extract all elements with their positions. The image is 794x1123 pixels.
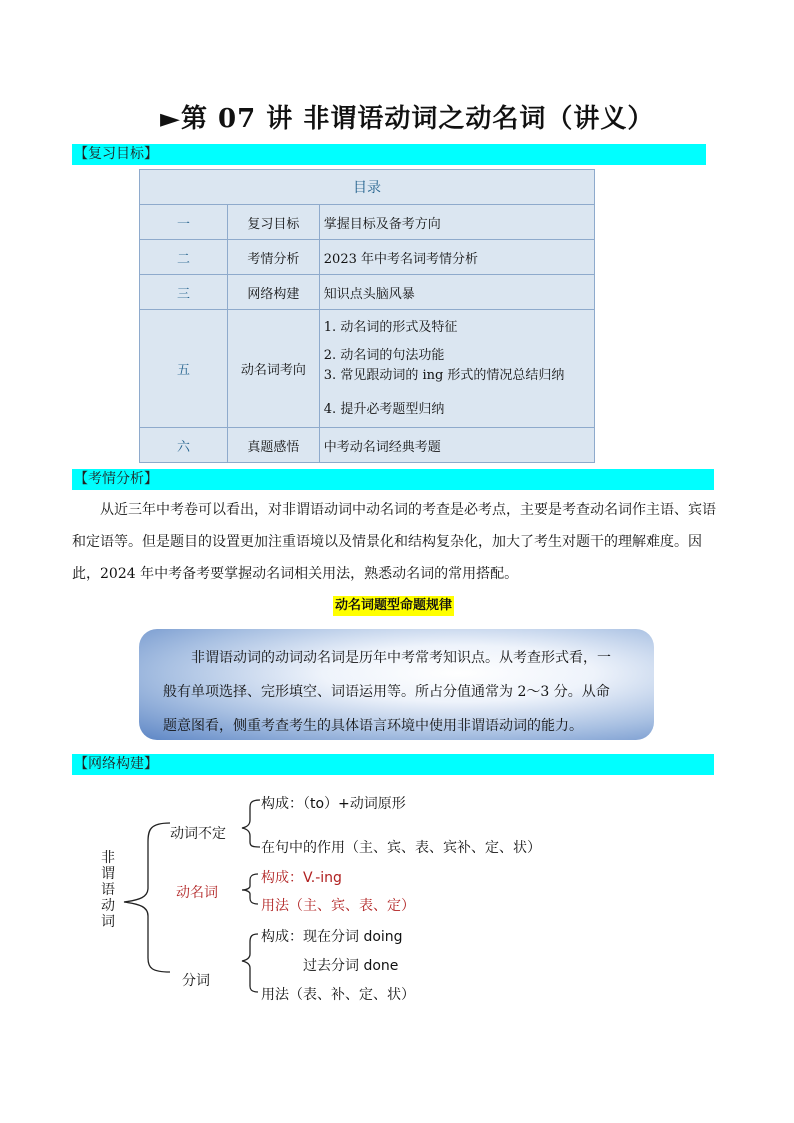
toc-row	[140, 275, 595, 310]
toc-num: 二	[140, 240, 228, 275]
bracket-gerund	[242, 874, 258, 904]
rule-line: 般有单项选择、完形填空、词语运用等。所占分值通常为 2～3 分。从命	[163, 684, 610, 700]
toc-desc: 2023 年中考名词考情分析	[319, 240, 594, 275]
toc-section: 考情分析	[227, 240, 319, 275]
bracket-infinitive	[242, 800, 260, 847]
page-title: ►第 07 讲 非谓语动词之动名词（讲义）	[160, 104, 655, 134]
toc-section: 网络构建	[227, 275, 319, 310]
toc-section: 真题感悟	[227, 428, 319, 463]
mind-root-char: 动	[101, 898, 115, 914]
rule-line: 非谓语动词的动词动名词是历年中考常考知识点。从考查形式看，一	[191, 650, 611, 666]
mind-root-char: 谓	[101, 866, 115, 882]
toc-desc-list	[319, 310, 594, 428]
branch-infinitive: 动词不定	[170, 826, 226, 842]
branch-gerund: 动名词	[176, 885, 218, 901]
toc-section: 复习目标	[227, 205, 319, 240]
section-banner-analysis	[72, 469, 714, 490]
toc-table	[139, 169, 595, 463]
rule-title: 动名词题型命题规律	[333, 596, 454, 616]
toc-num: 五	[140, 310, 228, 428]
section-banner-network	[72, 754, 714, 775]
section-label-analysis: 【考情分析】	[74, 471, 158, 487]
participle-usage: 用法（表、补、定、状）	[261, 987, 415, 1003]
rule-line: 题意图看，侧重考查考生的具体语言环境中使用非谓语动词的能力。	[163, 718, 583, 734]
toc-num: 三	[140, 275, 228, 310]
toc-list-item: 4. 提升必考题型归纳	[323, 401, 445, 417]
toc-num: 六	[140, 428, 228, 463]
section-banner-review	[72, 144, 706, 165]
mind-root-char: 非	[101, 850, 115, 866]
toc-heading: 目录	[140, 170, 595, 205]
bracket-participle	[242, 934, 258, 992]
toc-row	[140, 310, 595, 428]
toc-desc: 知识点头脑风暴	[319, 275, 594, 310]
section-label-review: 【复习目标】	[74, 146, 158, 162]
mind-root-char: 语	[101, 882, 115, 898]
branch-participle: 分词	[182, 973, 210, 989]
toc-num: 一	[140, 205, 228, 240]
section-label-network: 【网络构建】	[74, 756, 158, 772]
mind-map	[0, 780, 794, 1010]
participle-past: 过去分词 done	[303, 958, 399, 974]
toc-list-item: 2. 动名词的句法功能	[323, 347, 445, 363]
toc-desc: 掌握目标及备考方向	[319, 205, 594, 240]
toc-desc: 中考动名词经典考题	[319, 428, 594, 463]
gerund-usage: 用法（主、宾、表、定）	[261, 898, 415, 914]
participle-present: 构成：现在分词 doing	[261, 929, 403, 945]
mind-root	[100, 850, 116, 930]
toc-heading-row	[140, 170, 595, 205]
gerund-form: 构成：V.-ing	[261, 870, 342, 886]
toc-list-item: 1. 动名词的形式及特征	[323, 319, 458, 335]
toc-row	[140, 428, 595, 463]
toc-row	[140, 240, 595, 275]
mind-root-char: 词	[101, 914, 115, 930]
infinitive-form: 构成：（to）+动词原形	[261, 796, 406, 812]
bracket-main	[124, 823, 170, 972]
toc-list-item: 3. 常见跟动词的 ing 形式的情况总结归纳	[323, 367, 565, 383]
analysis-paragraph: 从近三年中考卷可以看出，对非谓语动词中动名词的考查是必考点，主要是考查动名词作主语、宾语和定语等。但是题目的设置更加注重语境以及情景化和结构复杂化，加大了考生对题干的理解难度。因此，2024 年中考备考要掌握动名词相关用法，熟悉动名词的常用搭配。	[72, 502, 716, 582]
toc-section: 动名词考向	[227, 310, 319, 428]
rule-callout	[139, 629, 654, 740]
toc-row	[140, 205, 595, 240]
infinitive-usage: 在句中的作用（主、宾、表、宾补、定、状）	[261, 840, 541, 856]
